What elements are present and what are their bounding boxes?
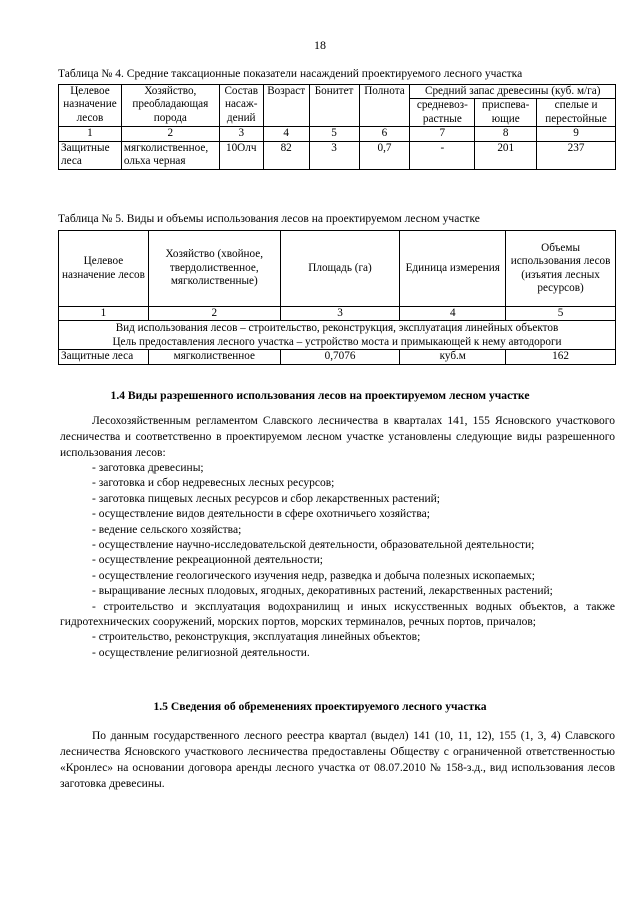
cell-economy: мягколиственное [148,350,280,364]
header-stock-mature: спелые и перестойные [537,99,616,127]
col-number: 9 [537,127,616,141]
col-number: 4 [400,307,506,321]
list-item: - строительство и эксплуатация водохранилищ и иных искусственных водных объектов, а также гидротехнических сооружений, морских портов, морских терминалов, речных портов, причалов; [60,600,615,629]
col-number: 4 [263,127,309,141]
table5-caption: Таблица № 5. Виды и объемы использования лесов на проектируемом лесном участке [58,213,480,225]
purpose-line: Цель предоставления лесного участка – устройство моста и примыкающей к нему автодороги [112,335,562,348]
intro-text: Лесохозяйственным регламентом Славского лесничества в кварталах 141, 155 Ясновского участкового лесничества и соответственно в проектируемом лесном участке установлены следующие виды разрешенного использования лесов: [60,415,615,459]
section-1-4-intro [60,413,615,461]
header-density: Полнота [359,85,410,127]
list-item: - строительство, реконструкция, эксплуатация линейных объектов; [92,631,421,644]
cell-area: 0,7076 [280,350,400,364]
list-item: - ведение сельского хозяйства; [92,523,242,536]
cell-composition: 10Олч [219,141,263,169]
list-item: - осуществление геологического изучения недр, разведка и добыча полезных ископаемых; [92,569,536,582]
column-numbers-row [59,127,616,141]
cell-stock-mature: 237 [537,141,616,169]
use-kind-line: Вид использования лесов – строительство, реконструкция, эксплуатация линейных объектов [115,322,559,335]
cell-bonitet: 3 [309,141,359,169]
col-number: 1 [59,307,149,321]
header-volume: Объемы использования лесов (изъятия лесных ресурсов) [506,231,616,307]
table-row [59,350,616,364]
col-number: 6 [359,127,410,141]
header-stock: Средний запас древесины (куб. м/га) [410,85,616,99]
cell-age: 82 [263,141,309,169]
col-number: 2 [121,127,219,141]
cell-species: мягколиственное, ольха черная [121,141,219,169]
header-area: Площадь (га) [280,231,400,307]
cell-unit: куб.м [400,350,506,364]
encumbrance-text: По данным государственного лесного реестра квартал (выдел) 141 (10, 11, 12), 155 (1, 3, 4) Славского лесничества Ясновского участкового лесничества предоставлены Обществу с ограниченной ответственностью «Кронлес» на основании договора аренды лесного участка от 08.07.2010 № 158-з.д., вид использования лесов заготовка древесины. [60,730,615,790]
cell-stock-middle-aged: - [410,141,475,169]
cell-density: 0,7 [359,141,410,169]
list-item: - осуществление религиозной деятельности. [92,646,310,659]
col-number: 2 [148,307,280,321]
header-economy: Хозяйство (хвойное, твердолиственное, мягколиственные) [148,231,280,307]
col-number: 1 [59,127,122,141]
col-number: 5 [309,127,359,141]
table5-forest-use [58,230,616,365]
list-item: - заготовка древесины; [92,462,204,474]
cell-volume: 162 [506,350,616,364]
column-numbers-row [59,307,616,321]
cell-purpose: Защитные леса [59,350,149,364]
list-item: - осуществление научно-исследовательской деятельности, образовательной деятельности; [92,539,535,552]
list-item: - заготовка и сбор недревесных лесных ресурсов; [92,477,335,490]
section-1-5-text [60,728,615,792]
col-number: 3 [219,127,263,141]
header-composition: Состав насаж-дений [219,85,263,127]
page-number: 18 [314,38,326,52]
header-bonitet: Бонитет [309,85,359,127]
header-unit: Единица измерения [400,231,506,307]
cell-stock-maturing: 201 [475,141,537,169]
list-item: - выращивание лесных плодовых, ягодных, декоративных растений, лекарственных растений; [92,585,553,598]
header-species: Хозяйство, преобладающая порода [121,85,219,127]
section-1-4-title: 1.4 Виды разрешенного использования лесов на проектируемом лесном участке [110,389,530,402]
header-stock-maturing: приспева-ющие [475,99,537,127]
header-stock-middle-aged: средневоз-растные [410,99,475,127]
col-number: 8 [475,127,537,141]
header-age: Возраст [263,85,309,127]
list-item: - заготовка пищевых лесных ресурсов и сбор лекарственных растений; [92,492,440,505]
section-1-5-title: 1.5 Сведения об обременениях проектируемого лесного участка [153,700,487,713]
header-purpose: Целевое назначение лесов [59,85,122,127]
col-number: 3 [280,307,400,321]
table-row [59,141,616,169]
permitted-uses-list [60,461,615,661]
header-purpose: Целевое назначение лесов [59,231,149,307]
cell-purpose: Защитные леса [59,141,122,169]
col-number: 7 [410,127,475,141]
list-item: - осуществление рекреационной деятельности; [92,554,323,567]
list-item: - осуществление видов деятельности в сфере охотничьего хозяйства; [92,508,430,521]
col-number: 5 [506,307,616,321]
table4-forest-indicators [58,84,616,170]
table4-caption: Таблица № 4. Средние таксационные показатели насаждений проектируемого лесного участка [58,68,523,80]
